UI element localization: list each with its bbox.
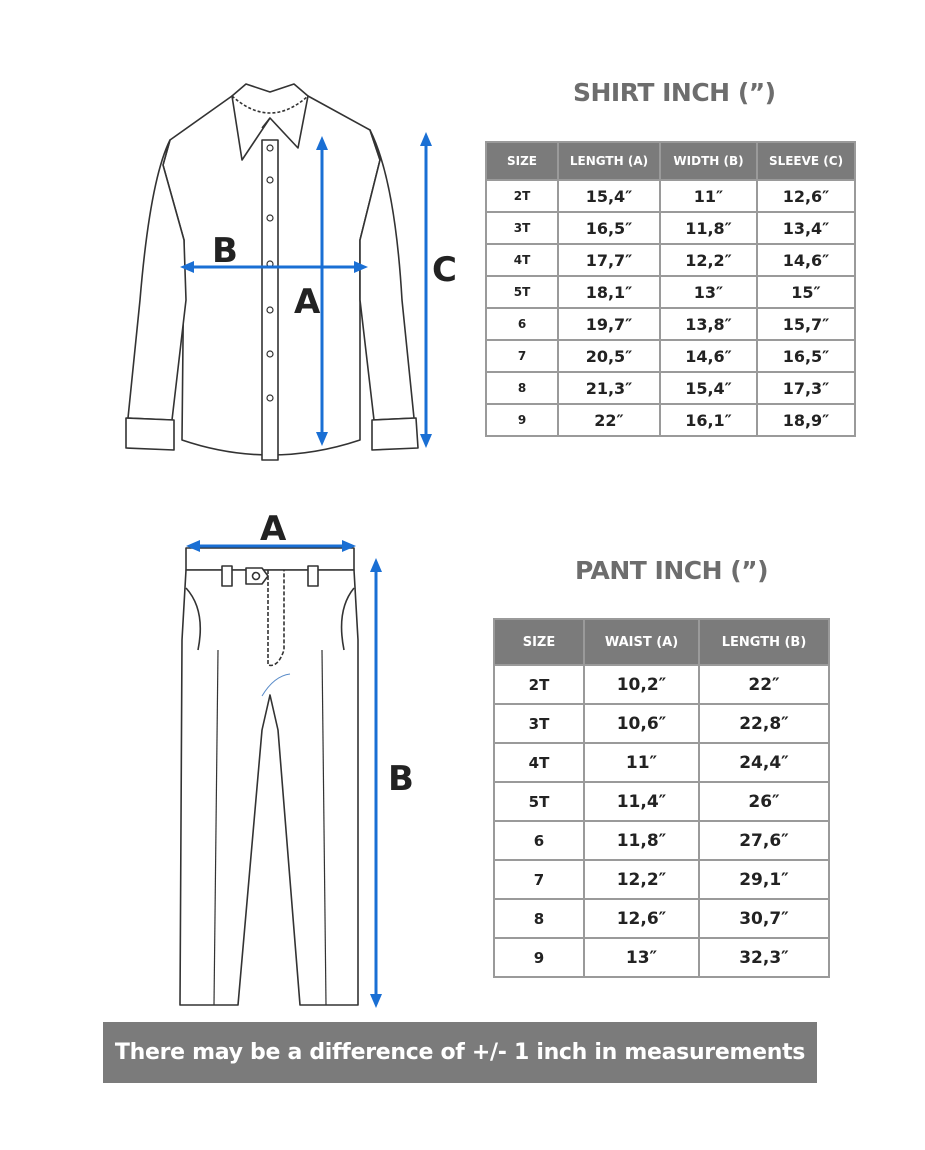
size-cell: 4T [486, 244, 558, 276]
length-cell: 16,5″ [558, 212, 660, 244]
length-cell: 27,6″ [699, 821, 829, 860]
waist-cell: 12,2″ [584, 860, 699, 899]
size-cell: 4T [494, 743, 584, 782]
table-row [486, 212, 855, 244]
shirt-size-table [485, 141, 856, 437]
size-cell: 7 [486, 340, 558, 372]
pant-table-title: PANT INCH (”) [575, 556, 769, 585]
pant-label-b: B [388, 759, 414, 799]
sleeve-cell: 15″ [757, 276, 855, 308]
shirt-header-length: LENGTH (A) [558, 142, 660, 180]
table-row [494, 821, 829, 860]
width-cell: 12,2″ [660, 244, 757, 276]
waist-cell: 11,8″ [584, 821, 699, 860]
length-cell: 20,5″ [558, 340, 660, 372]
sleeve-cell: 12,6″ [757, 180, 855, 212]
size-cell: 7 [494, 860, 584, 899]
length-cell: 22″ [558, 404, 660, 436]
size-cell: 8 [494, 899, 584, 938]
size-cell: 9 [494, 938, 584, 977]
measurement-note-text: There may be a difference of +/- 1 inch in measurements [114, 1040, 806, 1065]
width-cell: 11,8″ [660, 212, 757, 244]
waist-cell: 10,6″ [584, 704, 699, 743]
table-row [494, 782, 829, 821]
length-cell: 24,4″ [699, 743, 829, 782]
shirt-illustration [0, 0, 470, 480]
table-row [486, 372, 855, 404]
length-cell: 18,1″ [558, 276, 660, 308]
width-cell: 13″ [660, 276, 757, 308]
length-cell: 32,3″ [699, 938, 829, 977]
width-cell: 14,6″ [660, 340, 757, 372]
shirt-header-width: WIDTH (B) [660, 142, 757, 180]
sleeve-cell: 17,3″ [757, 372, 855, 404]
sleeve-cell: 18,9″ [757, 404, 855, 436]
pant-size-table [493, 618, 830, 978]
size-cell: 6 [494, 821, 584, 860]
shirt-label-a: A [294, 282, 321, 322]
table-row [486, 244, 855, 276]
shirt-header-size: SIZE [486, 142, 558, 180]
shirt-table-header-row [486, 142, 855, 180]
size-cell: 8 [486, 372, 558, 404]
shirt-header-sleeve: SLEEVE (C) [757, 142, 855, 180]
pant-header-size: SIZE [494, 619, 584, 665]
measurement-note-banner [103, 1022, 817, 1083]
sleeve-cell: 14,6″ [757, 244, 855, 276]
sleeve-cell: 15,7″ [757, 308, 855, 340]
waist-cell: 11″ [584, 743, 699, 782]
table-row [486, 180, 855, 212]
size-cell: 5T [486, 276, 558, 308]
table-row [486, 340, 855, 372]
table-row [486, 276, 855, 308]
width-cell: 16,1″ [660, 404, 757, 436]
length-cell: 21,3″ [558, 372, 660, 404]
pant-header-length: LENGTH (B) [699, 619, 829, 665]
table-row [494, 860, 829, 899]
sleeve-cell: 13,4″ [757, 212, 855, 244]
length-cell: 19,7″ [558, 308, 660, 340]
shirt-table-title: SHIRT INCH (”) [573, 78, 776, 107]
pant-table-header-row [494, 619, 829, 665]
waist-cell: 10,2″ [584, 665, 699, 704]
pant-illustration [0, 500, 470, 1020]
width-cell: 11″ [660, 180, 757, 212]
table-row [486, 404, 855, 436]
length-cell: 22″ [699, 665, 829, 704]
length-cell: 17,7″ [558, 244, 660, 276]
shirt-label-b: B [212, 231, 238, 271]
waist-cell: 12,6″ [584, 899, 699, 938]
table-row [494, 743, 829, 782]
size-cell: 2T [486, 180, 558, 212]
table-row [494, 899, 829, 938]
length-cell: 26″ [699, 782, 829, 821]
table-row [494, 938, 829, 977]
length-cell: 15,4″ [558, 180, 660, 212]
length-cell: 29,1″ [699, 860, 829, 899]
width-cell: 15,4″ [660, 372, 757, 404]
size-cell: 5T [494, 782, 584, 821]
sleeve-cell: 16,5″ [757, 340, 855, 372]
size-cell: 2T [494, 665, 584, 704]
shirt-label-c: C [432, 250, 457, 290]
table-row [494, 704, 829, 743]
table-row [494, 665, 829, 704]
waist-cell: 13″ [584, 938, 699, 977]
pant-header-waist: WAIST (A) [584, 619, 699, 665]
table-row [486, 308, 855, 340]
size-cell: 3T [494, 704, 584, 743]
size-cell: 9 [486, 404, 558, 436]
pant-label-a: A [260, 509, 287, 549]
size-cell: 6 [486, 308, 558, 340]
waist-cell: 11,4″ [584, 782, 699, 821]
size-cell: 3T [486, 212, 558, 244]
length-cell: 30,7″ [699, 899, 829, 938]
width-cell: 13,8″ [660, 308, 757, 340]
length-cell: 22,8″ [699, 704, 829, 743]
